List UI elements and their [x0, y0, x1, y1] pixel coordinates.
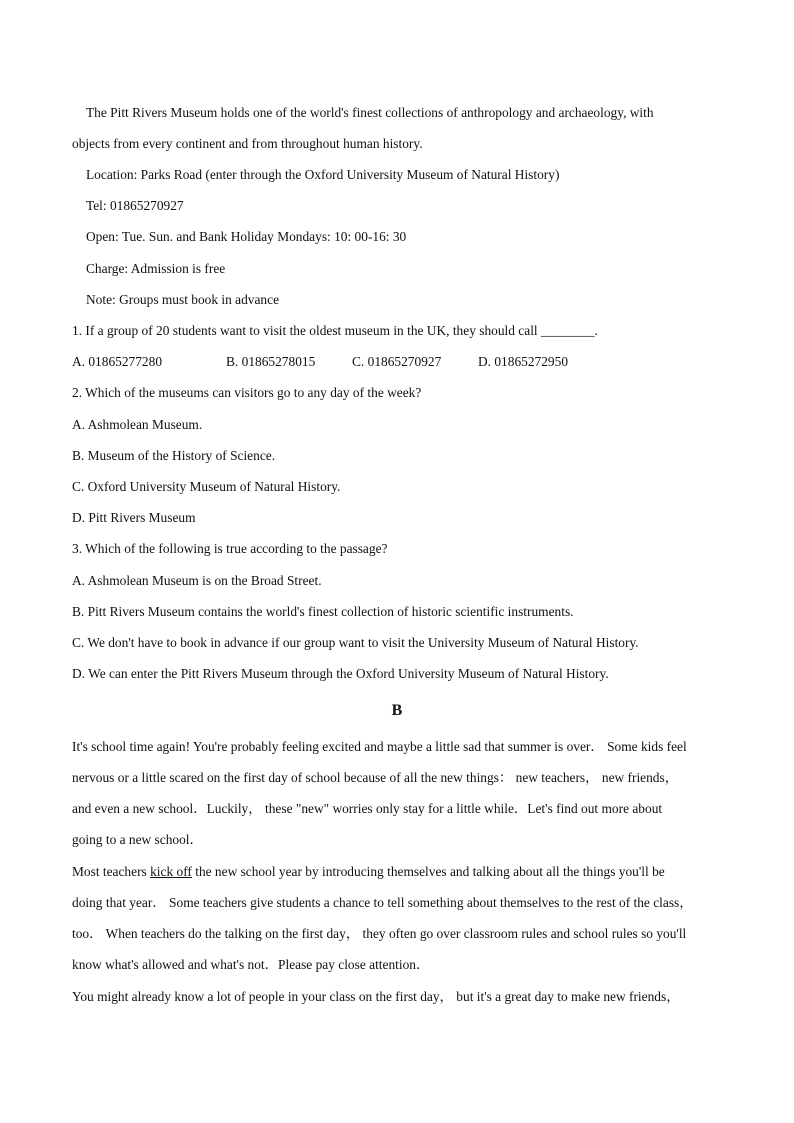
question-3-option-b: B. Pitt Rivers Museum contains the world's finest collection of historic scientific instruments. — [72, 604, 574, 619]
question-2-option-c: C. Oxford University Museum of Natural History. — [72, 479, 341, 494]
section-b-paragraph-3-line-1: You might already know a lot of people in your class on the first day， but it's a great day to make new friends， — [72, 989, 680, 1004]
section-b-paragraph-2-line-4: know what's allowed and what's not．Please pay close attention． — [72, 957, 430, 972]
intro-line-2: objects from every continent and from throughout human history. — [72, 136, 423, 151]
paragraph-2-text-after: the new school year by introducing themselves and talking about all the things you'll be — [191, 864, 665, 879]
open-hours-line: Open: Tue. Sun. and Bank Holiday Mondays: 10: 00-16: 30 — [86, 229, 407, 244]
question-1-option-a: A. 01865277280 — [72, 354, 163, 369]
question-1-option-d: D. 01865272950 — [478, 354, 569, 369]
note-line: Note: Groups must book in advance — [86, 292, 280, 307]
question-3-option-c: C. We don't have to book in advance if our group want to visit the University Museum of Natural History. — [72, 635, 639, 650]
question-3-option-a: A. Ashmolean Museum is on the Broad Street. — [72, 573, 322, 588]
section-b-heading: B — [391, 702, 403, 719]
location-line: Location: Parks Road (enter through the Oxford University Museum of Natural History) — [86, 167, 560, 182]
section-b-paragraph-2-line-2: doing that year． Some teachers give students a chance to tell something about themselves to the rest of the class， — [72, 895, 693, 910]
question-2-stem: 2. Which of the museums can visitors go to any day of the week? — [72, 385, 422, 400]
section-b-paragraph-1-line-3: and even a new school．Luckily， these "new" worries only stay for a little while．Let's find out more about — [72, 801, 663, 816]
question-2-option-a: A. Ashmolean Museum. — [72, 417, 203, 432]
intro-line-1: The Pitt Rivers Museum holds one of the world's finest collections of anthropology and archaeology, with — [86, 105, 654, 120]
question-1-option-c: C. 01865270927 — [352, 354, 442, 369]
section-b-paragraph-1-line-2: nervous or a little scared on the first day of school because of all the new things： new teachers， new friends， — [72, 770, 679, 785]
tel-line: Tel: 01865270927 — [86, 198, 184, 213]
underlined-phrase-kick-off: kick off — [150, 864, 192, 879]
question-3-option-d: D. We can enter the Pitt Rivers Museum through the Oxford University Museum of Natural History. — [72, 666, 609, 681]
question-1-stem: 1. If a group of 20 students want to visit the oldest museum in the UK, they should call ________. — [72, 323, 598, 338]
section-b-paragraph-1-line-4: going to a new school． — [72, 832, 203, 847]
section-b-paragraph-1-line-1: It's school time again! You're probably feeling excited and maybe a little sad that summer is over． Some kids feel — [72, 739, 687, 754]
question-2-option-b: B. Museum of the History of Science. — [72, 448, 276, 463]
charge-line: Charge: Admission is free — [86, 261, 226, 276]
section-b-paragraph-2-line-1 — [72, 864, 665, 880]
section-b-paragraph-2-line-3: too． When teachers do the talking on the first day， they often go over classroom rules and school rules so you'll — [72, 926, 687, 941]
question-2-option-d: D. Pitt Rivers Museum — [72, 510, 196, 525]
paragraph-2-text-before: Most teachers — [72, 864, 151, 879]
question-1-option-b: B. 01865278015 — [226, 354, 316, 369]
question-3-stem: 3. Which of the following is true according to the passage? — [72, 541, 388, 556]
